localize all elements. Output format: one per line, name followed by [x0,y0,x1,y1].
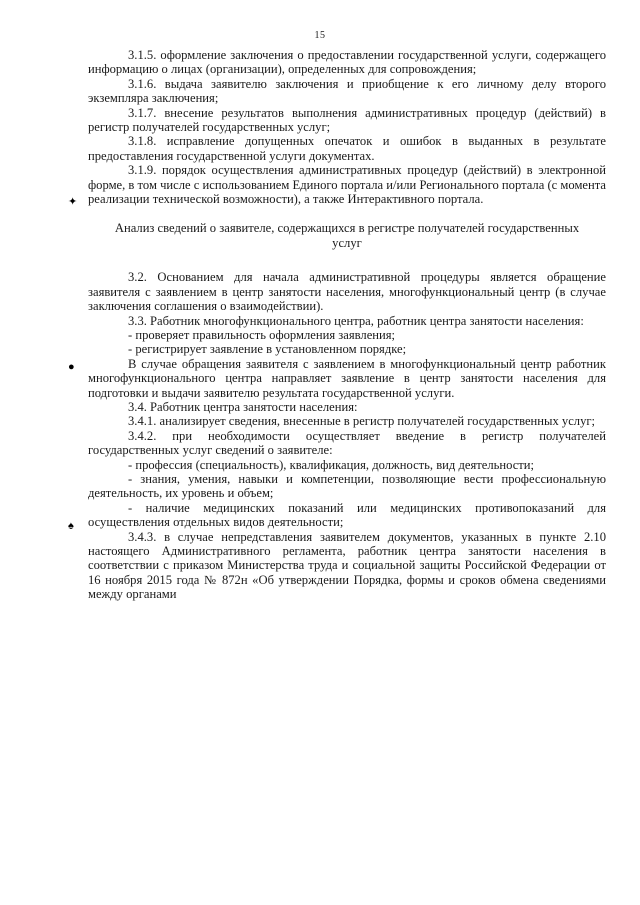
document-body [88,48,606,602]
margin-marker-spade: ♠ [68,520,74,532]
margin-marker-star: ✦ [68,196,78,208]
paragraph-3-4-2: 3.4.2. при необходимости осуществляет введение в регистр получателей государственных услуг сведений о заявителе: [88,428,606,458]
list-item-profession: - профессия (специальность), квалификация, должность, вид деятельности; [128,457,535,472]
paragraph-3-1-7: 3.1.7. внесение результатов выполнения административных процедур (действий) в регистр получателей государственных услуг; [88,105,606,135]
paragraph-3-2: 3.2. Основанием для начала административной процедуры является обращение заявителя с заявлением в центр занятости населения, многофункциональный центр (в случае заключения соглашения о взаимодействии). [88,270,606,314]
list-item-skills: - знания, умения, навыки и компетенции, позволяющие вести профессиональную деятельность, их уровень и объем; [88,471,606,501]
paragraph-3-4: 3.4. Работник центра занятости населения: [128,399,358,414]
paragraph-mfc-case: В случае обращения заявителя с заявлением в многофункциональный центр работник многофункционального центра направляет заявление в центр занятости населения для подготовки и выдачи заявителю результата государственной услуги. [88,356,606,400]
paragraph-3-3: 3.3. Работник многофункционального центра, работник центра занятости населения: [128,313,584,328]
list-item-medical: - наличие медицинских показаний или медицинских противопоказаний для осуществления отдельных видов деятельности; [88,500,606,530]
section-heading: Анализ сведений о заявителе, содержащихся в регистре получателей государственных услуг [114,221,580,250]
paragraph-3-4-3: 3.4.3. в случае непредставления заявителем документов, указанных в пункте 2.10 настоящего Административного регламента, работник центра занятости населения в соответствии с приказом Министерства труда и социальной защиты Российской Федерации от 16 ноября 2015 года № 872н «Об утверждении Порядка, формы и сроков обмена сведениями между органами [88,529,606,602]
list-item-check-application: - проверяет правильность оформления заявления; [128,327,396,342]
page-number: 15 [314,30,326,41]
paragraph-3-1-5: 3.1.5. оформление заключения о предоставлении государственной услуги, содержащего информацию о лицах (организации), определенных для сопровождения; [88,48,606,77]
paragraph-3-1-8: 3.1.8. исправление допущенных опечаток и ошибок в выданных в результате предоставления государственной услуги документах. [88,134,606,163]
paragraph-3-1-6: 3.1.6. выдача заявителю заключения и приобщение к его личному делу второго экземпляра заключения; [88,76,606,106]
margin-marker-dot: ● [68,361,75,373]
paragraph-3-4-1: 3.4.1. анализирует сведения, внесенные в регистр получателей государственных услуг; [128,414,596,429]
list-item-register-application: - регистрирует заявление в установленном порядке; [128,342,407,357]
paragraph-3-1-9: 3.1.9. порядок осуществления административных процедур (действий) в электронной форме, в том числе с использованием Единого портала и/или Регионального портала (с момента реализации технической возможности), а также Интерактивного портала. [88,163,606,207]
